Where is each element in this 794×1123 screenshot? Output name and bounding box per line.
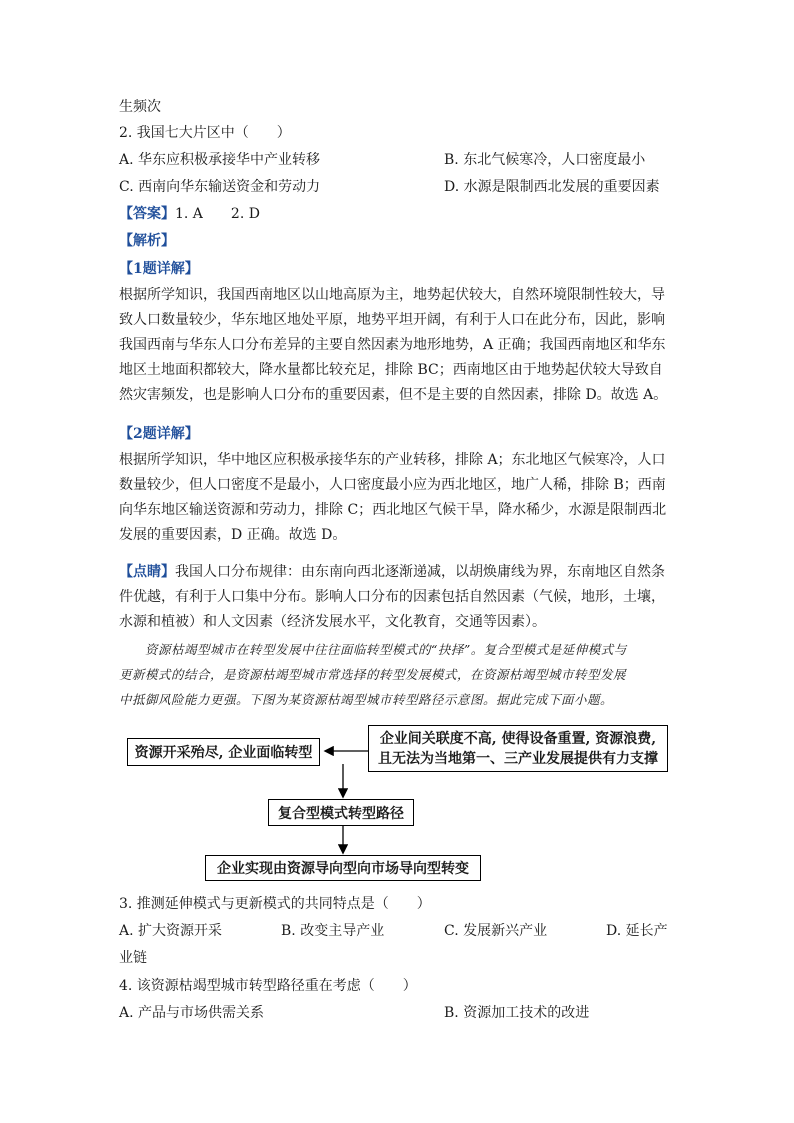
analysis-label: 【解析】 [119,233,175,249]
q3-option-d-wrap: 业链 [119,950,147,966]
q2-option-c: C. 西南向华东输送资金和劳动力 [119,179,321,195]
q3-stem: 3. 推测延伸模式与更新模式的共同特点是（ ） [119,896,431,912]
diagram-box-market-oriented: 企业实现由资源导向型向市场导向型转变 [205,855,481,881]
q1-detail-line: 致人口数量较少，华东地区地处平原，地势平坦开阔，有利于人口在此分布，因此，影响 [119,312,665,328]
q2-detail-label: 【2题详解】 [119,426,199,442]
intro-line: 更新模式的结合，是资源枯竭型城市常选择的转型发展模式，在资源枯竭型城市转型发展 [119,667,627,682]
tips-label: 【点睛】 [119,564,175,580]
answer-value: 1. A 2. D [175,206,260,222]
q1-detail-line: 我国西南与华东人口分布差异的主要自然因素为地形地势，A 正确；我国西南地区和华东 [119,337,666,353]
q2-stem: 2. 我国七大片区中（ ） [119,125,291,141]
tips-line: 水源和植被）和人文因素（经济发展水平，文化教育，交通等因素）。 [119,614,546,630]
intro-line: 中抵御风险能力更强。下图为某资源枯竭型城市转型路径示意图。据此完成下面小题。 [119,692,614,707]
box2-line: 企业间关联度不高, 使得设备重置, 资源浪费, [379,730,657,747]
diagram-box-enterprise-problems [368,725,668,772]
q1-detail-line: 然灾害频发，也是影响人口分布的重要因素，但不是主要的自然因素，排除 D。故选 A。 [119,387,668,403]
q3-option-a: A. 扩大资源开采 [119,923,223,939]
q2-detail-line: 向华东地区输送资源和劳动力，排除 C；西北地区气候干旱，降水稀少，水源是限制西北 [119,502,667,518]
q1-detail-line: 根据所学知识，我国西南地区以山地高原为主，地势起伏较大，自然环境限制性较大，导 [119,287,665,303]
q4-option-b: B. 资源加工技术的改进 [444,1005,590,1021]
tips-line: 件优越，有利于人口集中分布。影响人口分布的因素包括自然因素（气候，地形，土壤， [119,589,665,605]
page-fragment: 生频次 [119,99,161,115]
q2-option-a: A. 华东应积极承接华中产业转移 [119,152,321,168]
tips-line: 我国人口分布规律：由东南向西北逐渐递减，以胡焕庸线为界，东南地区自然条 [175,564,665,580]
diagram-box-composite-path: 复合型模式转型路径 [268,799,414,826]
q2-option-d: D. 水源是限制西北发展的重要因素 [444,179,660,195]
answer-label: 【答案】 [119,206,175,222]
diagram-box-resource-depletion: 资源开采殆尽, 企业面临转型 [127,738,320,766]
q3-option-b: B. 改变主导产业 [281,923,385,939]
q3-option-d: D. 延长产 [606,923,668,939]
intro-line: 资源枯竭型城市在转型发展中往往面临转型模式的“抉择”。复合型模式是延伸模式与 [119,642,627,657]
q2-detail-line: 根据所学知识，华中地区应积极承接华东的产业转移，排除 A；东北地区气候寒冷，人口 [119,452,666,468]
q2-option-b: B. 东北气候寒冷，人口密度最小 [444,152,646,168]
box2-line: 且无法为当地第一、三产业发展提供有力支撑 [378,750,658,767]
q1-detail-label: 【1题详解】 [119,261,199,277]
q2-detail-line: 数量较少，但人口密度不是最小，人口密度最小应为西北地区，地广人稀，排除 B；西南 [119,477,666,493]
q2-detail-line: 发展的重要因素，D 正确。故选 D。 [119,527,347,543]
q4-stem: 4. 该资源枯竭型城市转型路径重在考虑（ ） [119,978,417,994]
q1-detail-line: 地区土地面积都较大，降水量都比较充足，排除 BC；西南地区由于地势起伏较大导致自 [119,362,663,378]
q3-option-c: C. 发展新兴产业 [444,923,548,939]
q4-option-a: A. 产品与市场供需关系 [119,1005,265,1021]
